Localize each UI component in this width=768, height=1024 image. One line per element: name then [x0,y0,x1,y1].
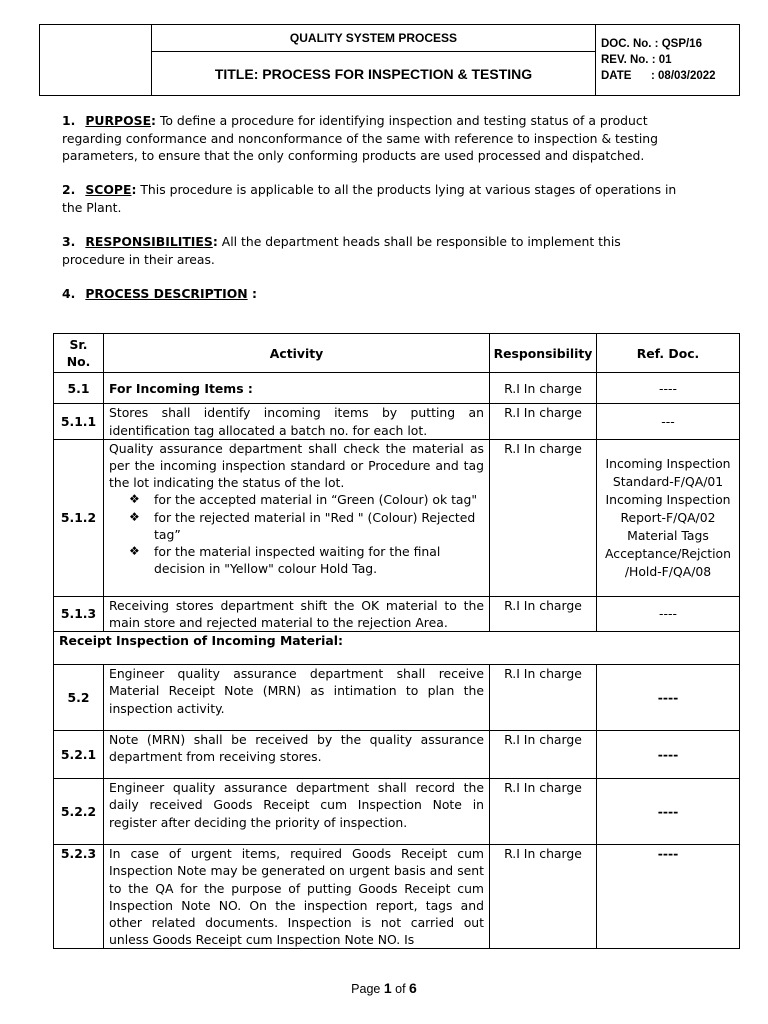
diamond-bullet-icon: ❖ [129,492,140,507]
process-description-section: 4. PROCESS DESCRIPTION : [62,286,257,301]
system-title: QUALITY SYSTEM PROCESS [152,25,596,52]
document-title: TITLE: PROCESS FOR INSPECTION & TESTING [152,52,596,96]
document-meta [596,25,740,96]
section-heading: PROCESS DESCRIPTION [85,286,248,301]
responsibilities-section: 3. RESPONSIBILITIES: All the department heads shall be responsible to implement this procedure in their areas. [62,234,621,267]
table-header-row [54,334,740,373]
section-text: To define a procedure for identifying inspection and testing status of a product regarding conformance and nonconformance of the same with reference to inspection & testing parameters, to ensure that the only conforming products are used processed and dispatched. [62,113,659,163]
section-number: 4. [62,286,76,301]
section-heading: SCOPE [85,182,132,197]
table-row: 5.1.1 Stores shall identify incoming items by putting an identification tag allocated a batch no. for each lot. R.I In charge --- [54,404,740,439]
rev-no: 01 [658,54,672,66]
purpose-section: 1. PURPOSE: To define a procedure for identifying inspection and testing status of a product regarding conformance and nonconformance of the same with reference to inspection & testing parameters, to ensure that the only conforming products are used processed and dispatched. [62,113,659,163]
table-row: 5.2.3 In case of urgent items, required Goods Receipt cum Inspection Note may be generated on urgent basis and sent to the QA for the purpose of putting Goods Receipt cum Inspection Note NO. On the inspection report, tags and other related documents. Inspection is not carried out unless Goods Receipt cum Inspection Note NO. Is R.I In charge ---- [54,845,740,949]
activity-text: Quality assurance department shall check the material as per the incoming inspection standard or Procedure and tag the lot indicating the status of the lot. [109,440,484,491]
diamond-bullet-icon: ❖ [129,509,140,524]
header-sr-no: Sr. No. [54,334,104,373]
scope-section: 2. SCOPE: This procedure is applicable to all the products lying at various stages of operations in the Plant. [62,182,677,215]
section-number: 1. [62,113,76,128]
section-text: All the department heads shall be responsible to implement this procedure in their areas. [62,234,621,267]
doc-date: : 08/03/2022 [651,70,716,82]
table-row: 5.2.2 Engineer quality assurance department shall record the daily received Goods Receipt cum Inspection Note in register after deciding the priority of inspection. R.I In charge ---- [54,779,740,845]
table-row: 5.1 For Incoming Items : R.I In charge ---- [54,373,740,404]
header-ref-doc: Ref. Doc. [597,334,740,373]
section-number: 2. [62,182,76,197]
section-number: 3. [62,234,76,249]
diamond-bullet-icon: ❖ [129,544,140,559]
receipt-inspection-heading: Receipt Inspection of Incoming Material: [54,632,740,665]
section-heading: RESPONSIBILITIES [85,234,213,249]
list-item: ❖ for the accepted material in “Green (Colour) ok tag" [129,492,478,508]
page-total: 6 [409,980,417,996]
table-row: 5.1.3 Receiving stores department shift the OK material to the main store and rejected material to the rejection Area. R.I In charge ---- [54,596,740,631]
date-label: DATE [601,70,632,82]
table-row: 5.2.1 Note (MRN) shall be received by the quality assurance department from receiving stores. R.I In charge ---- [54,731,740,779]
logo-area [40,25,152,96]
document-header [39,24,740,96]
section-heading: PURPOSE [85,113,152,128]
doc-no: QSP/16 [661,38,702,50]
header-responsibility: Responsibility [490,334,597,373]
page-footer: Page 1 of 6 [351,980,417,996]
table-row: 5.2 Engineer quality assurance department shall receive Material Receipt Note (MRN) as intimation to plan the inspection activity. R.I In charge ---- [54,665,740,731]
rev-no-label: REV. No. : [601,54,656,66]
list-item: ❖ for the material inspected waiting for the final decision in "Yellow" colour Hold Tag. [129,544,441,577]
doc-no-label: DOC. No. : [601,38,659,50]
table-section-row [54,632,740,665]
tag-list [109,491,484,577]
process-table [53,333,740,949]
section-text: This procedure is applicable to all the products lying at various stages of operations in the Plant. [62,182,677,215]
table-row: 5.1.2 Quality assurance department shall check the material as per the incoming inspection standard or Procedure and tag the lot indicating the status of the lot. ❖ for the accepted material in “Green (Colour) ok tag" ❖ for the rejected material in "Red " (Colour) Rejected tag” ❖ for the material inspected waiting for the final decision in "Yellow" colour Hold Tag. R.I In charge Incoming Inspection Standard-F/QA/01 Incoming Inspection Report-F/QA/02 Material Tags Acceptance/Rejction /Hold-F/QA/08 [54,439,740,596]
header-activity: Activity [104,334,490,373]
page-number: 1 [383,980,392,996]
list-item: ❖ for the rejected material in "Red " (Colour) Rejected tag” [129,509,476,542]
